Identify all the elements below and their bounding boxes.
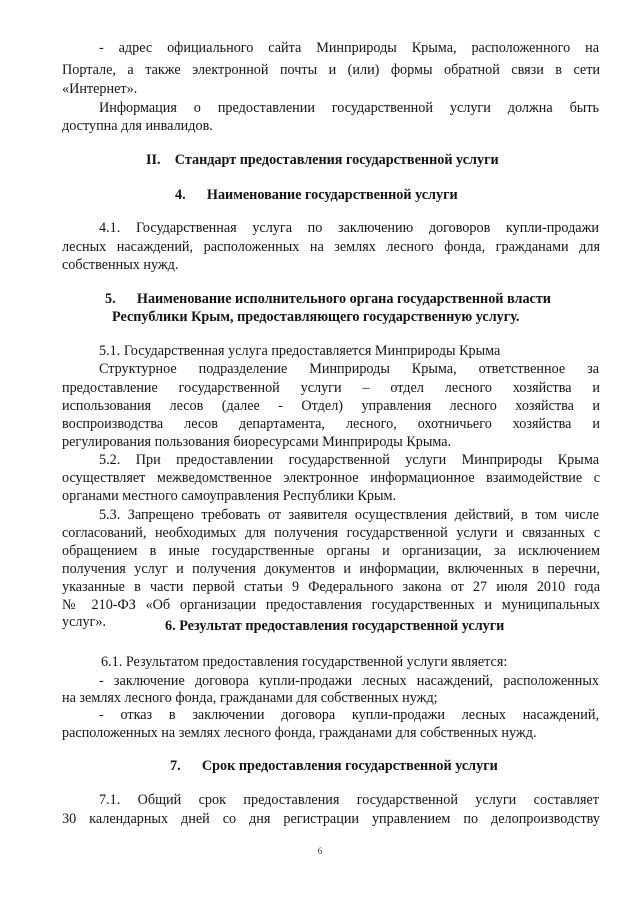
- text-line: - адрес официального сайта Минприроды Крыма, расположенного на: [99, 40, 599, 56]
- text-line: 5.3. Запрещено требовать от заявителя осуществления действий, в том числе: [99, 507, 599, 523]
- text-line: 4.1. Государственная услуга по заключению договоров купли-продажи: [99, 220, 599, 236]
- section-heading: II. Стандарт предоставления государственной услуги: [146, 152, 499, 168]
- text-line: регулирования пользования биоресурсами Минприроды Крыма.: [62, 434, 452, 450]
- text-line: согласований, необходимых для получения государственной услуги и связанных с: [62, 525, 600, 541]
- text-line: расположенных на землях лесного фонда, гражданами для собственных нужд.: [62, 725, 537, 741]
- text-line: 5.1. Государственная услуга предоставляется Минприроды Крыма: [99, 343, 501, 359]
- text-line: осуществляет межведомственное электронное информационное взаимодействие с: [62, 470, 600, 486]
- text-line: услуг».: [62, 614, 107, 630]
- text-line: Портале, а также электронной почты и (или) формы обратной связи в сети: [62, 62, 600, 78]
- section-heading: Республики Крым, предоставляющего государственную услугу.: [112, 309, 520, 325]
- text-line: - отказ в заключении договора купли-продажи лесных насаждений,: [99, 707, 599, 723]
- text-line: 7.1. Общий срок предоставления государственной услуги составляет: [99, 792, 599, 808]
- text-line: 5.2. При предоставлении государственной услуги Минприроды Крыма: [99, 452, 599, 468]
- text-line: лесных насаждений, расположенных на землях лесного фонда, гражданами для: [62, 239, 600, 255]
- section-heading: 4. Наименование государственной услуги: [175, 187, 458, 203]
- section-heading: 5. Наименование исполнительного органа государственной власти: [105, 291, 551, 307]
- text-line: «Интернет».: [62, 81, 138, 97]
- text-line: - заключение договора купли-продажи лесных насаждений, расположенных: [99, 673, 599, 689]
- page-number: 6: [317, 846, 323, 856]
- text-line: органами местного самоуправления Республики Крым.: [62, 488, 397, 504]
- text-line: предоставление государственной услуги – отдел лесного хозяйства и: [62, 380, 600, 396]
- section-heading: 6. Результат предоставления государственной услуги: [165, 618, 505, 634]
- text-line: обращением в иные государственные органы и организации, за исключением: [62, 543, 600, 559]
- text-line: № 210-ФЗ «Об организации предоставления государственных и муниципальных: [62, 597, 600, 613]
- text-line: 30 календарных дней со дня регистрации управлением по делопроизводству: [62, 811, 600, 827]
- text-line: Информация о предоставлении государственной услуги должна быть: [99, 100, 599, 116]
- text-line: Структурное подразделение Минприроды Крыма, ответственное за: [99, 361, 599, 377]
- text-line: указанные в части первой статьи 9 Федерального закона от 27 июля 2010 года: [62, 579, 600, 595]
- text-line: воспроизводства лесов департамента, лесного, охотничьего хозяйства и: [62, 416, 600, 432]
- text-line: собственных нужд.: [62, 257, 179, 273]
- text-line: 6.1. Результатом предоставления государственной услуги является:: [101, 654, 508, 670]
- text-line: использования лесов (далее - Отдел) управления лесного хозяйства и: [62, 398, 600, 414]
- text-line: доступна для инвалидов.: [62, 118, 213, 134]
- text-line: на землях лесного фонда, гражданами для собственных нужд;: [62, 690, 438, 706]
- section-heading: 7. Срок предоставления государственной услуги: [170, 758, 498, 774]
- text-line: получения услуг и получения документов и информации, включенных в перечни,: [62, 561, 600, 577]
